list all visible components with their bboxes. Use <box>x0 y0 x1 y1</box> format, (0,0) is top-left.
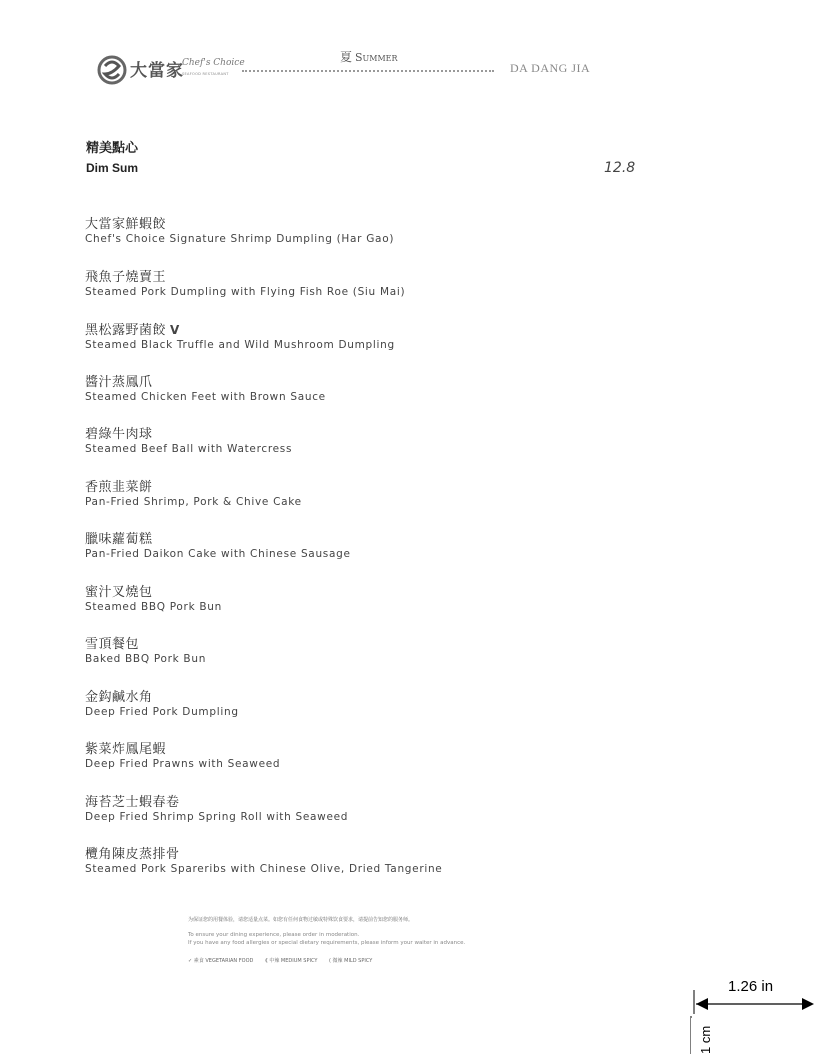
menu-item-chinese: 蜜汁叉燒包 <box>85 584 153 600</box>
menu-item <box>85 217 645 270</box>
menu-item-chinese: 欖角陳皮蒸排骨 <box>85 847 180 862</box>
brand-english-name: DA DANG JIA <box>510 61 591 75</box>
menu-item <box>85 270 645 323</box>
menu-item <box>85 795 645 848</box>
menu-item-english: Pan-Fried Daikon Cake with Chinese Sausage <box>85 548 351 560</box>
menu-item <box>85 427 645 480</box>
legend-mild-spicy: ( 微辣 MILD SPICY <box>329 958 373 964</box>
notice-english-line-1: To ensure your dining experience, please order in moderation. <box>188 932 360 938</box>
menu-item <box>85 585 645 638</box>
menu-item-chinese <box>85 322 645 339</box>
menu-footer <box>188 916 588 964</box>
notice-chinese: 为保证您的用餐体验，请您适量点菜。如您有任何食物过敏或特殊饮食要求，请提前告知您的服务师。 <box>188 917 414 923</box>
menu-item <box>85 690 645 743</box>
section-title-english: Dim Sum <box>86 161 139 175</box>
menu-item-chinese: 香煎韭菜餅 <box>85 479 153 495</box>
menu-item-english: Deep Fried Shrimp Spring Roll with Seaweed <box>85 810 349 823</box>
menu-item-english: Pan-Fried Shrimp, Pork & Chive Cake <box>85 495 302 508</box>
legend-vegetarian: ✓ 素食 VEGETARIAN FOOD <box>188 958 254 964</box>
menu-item-list <box>85 217 645 900</box>
menu-item-english: Deep Fried Pork Dumpling <box>85 705 239 718</box>
restaurant-logo-icon <box>96 54 128 86</box>
notice-english-line-2: If you have any food allergies or special dietary requirements, please inform your waiter in advance. <box>188 940 466 946</box>
menu-item-english: Steamed Beef Ball with Watercress <box>85 443 293 455</box>
menu-item <box>85 322 645 375</box>
menu-item-chinese: 紫菜炸鳳尾蝦 <box>85 742 167 757</box>
menu-header <box>96 48 616 88</box>
width-measure-label: 1.26 in <box>728 978 774 995</box>
section-price: 12.8 <box>604 160 636 176</box>
menu-item-chinese: 大當家鮮蝦餃 <box>85 217 167 232</box>
menu-item-chinese: 海苔芝士蝦春卷 <box>85 794 180 810</box>
height-measure-label: 1 cm <box>698 1025 713 1054</box>
menu-item-chinese: 臘味蘿蔔糕 <box>85 532 153 547</box>
section-title-chinese: 精美點心 <box>86 141 139 156</box>
menu-item <box>85 532 645 585</box>
menu-item <box>85 375 645 428</box>
menu-item-english: Steamed Pork Spareribs with Chinese Olive, Dried Tangerine <box>85 863 443 875</box>
vegetarian-icon: V <box>170 323 180 337</box>
menu-item-chinese: 醬汁蒸鳳爪 <box>85 374 153 390</box>
menu-item <box>85 480 645 533</box>
menu-item-english: Steamed BBQ Pork Bun <box>85 600 223 613</box>
menu-item-english: Steamed Black Truffle and Wild Mushroom Dumpling <box>85 339 395 351</box>
logo-script-name: Chef's Choice <box>182 58 245 68</box>
season-english: Summer <box>355 51 398 64</box>
menu-item-chinese: 碧綠牛肉球 <box>85 427 153 442</box>
menu-item-english: Baked BBQ Pork Bun <box>85 653 207 665</box>
menu-item-english: Chef's Choice Signature Shrimp Dumpling (Har Gao) <box>85 233 395 245</box>
menu-item-chinese: 金鈎鹹水角 <box>85 689 153 705</box>
menu-item-english: Deep Fried Prawns with Seaweed <box>85 758 281 770</box>
logo-chinese-name: 大當家 <box>130 61 184 81</box>
menu-item-chinese: 飛魚子燒賣王 <box>85 269 167 285</box>
dietary-legend <box>188 957 588 964</box>
season-chinese: 夏 <box>340 50 353 64</box>
legend-medium-spicy: ⟪ 中辣 MEDIUM SPICY <box>264 958 318 964</box>
menu-item <box>85 637 645 690</box>
season-label <box>340 48 398 65</box>
menu-item-english: Steamed Chicken Feet with Brown Sauce <box>85 390 326 403</box>
menu-item-english: Steamed Pork Dumpling with Flying Fish Roe (Siu Mai) <box>85 285 406 298</box>
menu-item <box>85 742 645 795</box>
logo-subtitle: SEAFOOD RESTAURANT <box>182 72 229 76</box>
menu-item <box>85 847 645 900</box>
menu-item-chinese: 雪頂餐包 <box>85 637 140 652</box>
menu-item-chinese-text: 黑松露野菌餃 <box>85 323 167 338</box>
measurement-annotation <box>690 970 816 1056</box>
